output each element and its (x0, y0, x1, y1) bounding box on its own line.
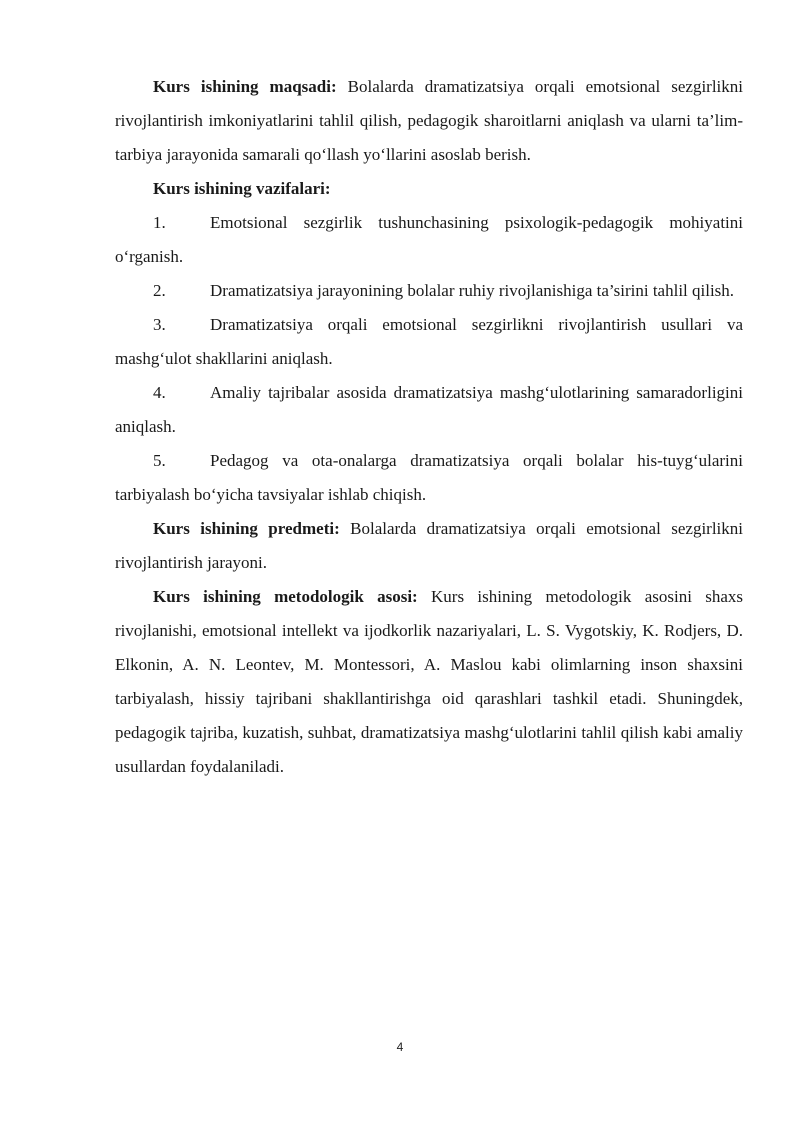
task-number: 1. (153, 213, 166, 232)
subject-paragraph (115, 512, 743, 580)
task-text: Emotsional sezgirlik tushunchasining psixologik-pedagogik mohiyatini o‘rganish. (115, 213, 743, 266)
goal-text: Bolalarda dramatizatsiya orqali emotsional sezgirlikni rivojlantirish imkoniyatlarini tahlil qilish, pedagogik sharoitlarni aniqlash va ularni ta’lim-tarbiya jarayonida samarali qo‘llash yo‘llarini asoslab berish. (115, 77, 743, 164)
task-text: Amaliy tajribalar asosida dramatizatsiya mashg‘ulotlarining samaradorligini aniqlash. (115, 383, 743, 436)
task-item-4 (115, 376, 743, 444)
task-text: Dramatizatsiya orqali emotsional sezgirlikni rivojlantirish usullari va mashg‘ulot shakllarini aniqlash. (115, 315, 743, 368)
task-item-1 (115, 206, 743, 274)
task-text: Dramatizatsiya jarayonining bolalar ruhiy rivojlanishiga ta’sirini tahlil qilish. (210, 281, 735, 300)
subject-text: Bolalarda dramatizatsiya orqali emotsional sezgirlikni rivojlantirish jarayoni. (115, 519, 743, 572)
task-item-5 (115, 444, 743, 512)
task-item-3 (115, 308, 743, 376)
document-page (115, 70, 743, 784)
goal-paragraph (115, 70, 743, 172)
methodology-paragraph (115, 580, 743, 784)
task-number: 5. (153, 451, 166, 470)
tasks-heading: Kurs ishining vazifalari: (153, 179, 331, 198)
task-number: 4. (153, 383, 166, 402)
subject-label: Kurs ishining predmeti: (153, 519, 340, 538)
task-number: 2. (153, 281, 166, 300)
goal-label: Kurs ishining maqsadi: (153, 77, 337, 96)
task-item-2 (115, 274, 743, 308)
task-number: 3. (153, 315, 166, 334)
methodology-label: Kurs ishining metodologik asosi: (153, 587, 418, 606)
task-text: Pedagog va ota-onalarga dramatizatsiya orqali bolalar his-tuyg‘ularini tarbiyalash bo‘yicha tavsiyalar ishlab chiqish. (115, 451, 743, 504)
page-number: 4 (396, 1040, 404, 1054)
methodology-text: Kurs ishining metodologik asosini shaxs rivojlanishi, emotsional intellekt va ijodkorlik nazariyalari, L. S. Vygotskiy, K. Rodjers, D. Elkonin, A. N. Leontev, M. Montessori, A. Maslou kabi olimlarning inson shaxsini tarbiyalash, hissiy tajribani shakllantirishga oid qarashlari tashkil etadi. Shuningdek, pedagogik tajriba, kuzatish, suhbat, dramatizatsiya mashg‘ulotlarini tahlil qilish kabi amaliy usullardan foydalaniladi. (115, 587, 744, 776)
